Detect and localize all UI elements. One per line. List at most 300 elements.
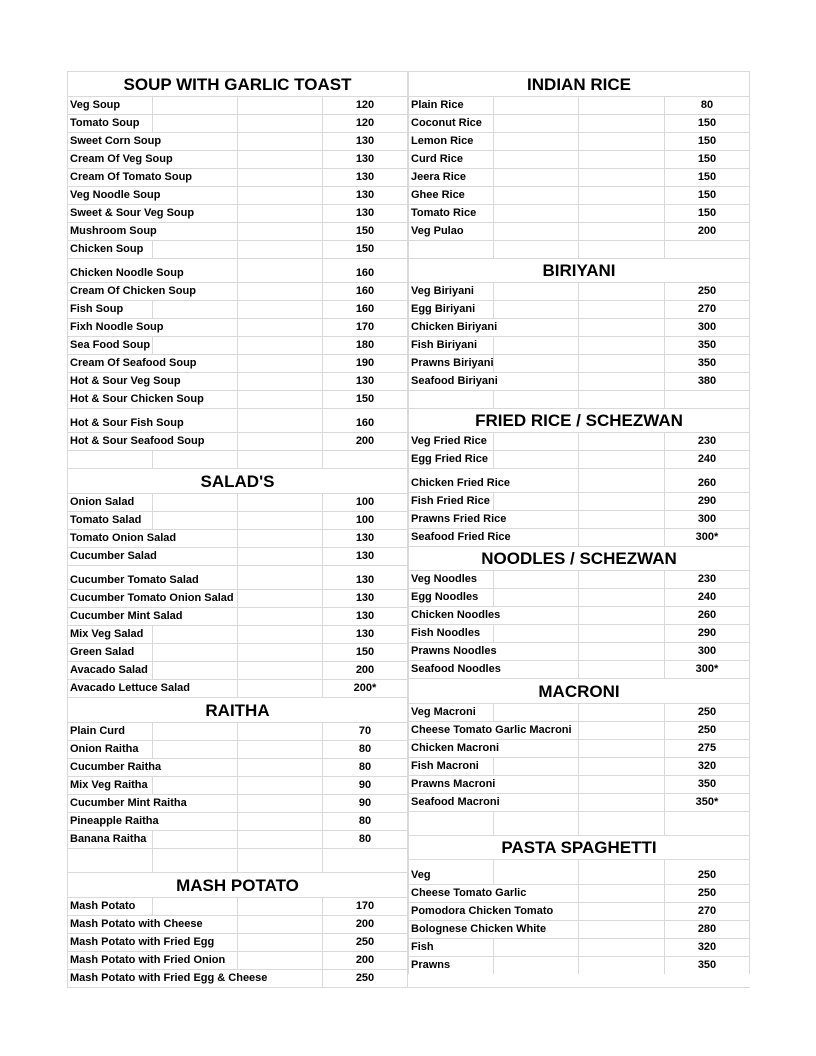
item-price: 80 — [700, 99, 714, 111]
empty-cell — [664, 241, 750, 258]
item-price-cell — [322, 337, 408, 354]
item-price: 170 — [355, 900, 375, 912]
empty-cell — [578, 97, 664, 114]
item-price: 100 — [355, 514, 375, 526]
empty-cell — [578, 776, 664, 793]
menu-item-row — [67, 547, 408, 565]
item-price: 300 — [697, 513, 717, 525]
item-price: 190 — [355, 357, 375, 369]
menu-item-row — [408, 938, 750, 956]
empty-cell — [237, 626, 322, 643]
empty-cell — [237, 151, 322, 168]
section-title: RAITHA — [205, 701, 270, 720]
item-price-cell — [664, 133, 750, 150]
empty-cell — [493, 337, 578, 354]
item-price: 150 — [355, 225, 375, 237]
item-price-cell — [322, 530, 408, 547]
item-name-cell — [67, 494, 152, 511]
item-name-cell — [408, 493, 493, 510]
item-price: 260 — [697, 477, 717, 489]
item-price-cell — [664, 607, 750, 624]
section-header-row — [408, 258, 750, 282]
item-name: Coconut Rice — [411, 117, 482, 129]
item-name: Chicken Soup — [70, 243, 144, 255]
section-header-row — [408, 71, 750, 96]
empty-cell — [237, 662, 322, 679]
menu-item-row — [67, 372, 408, 390]
item-name: Veg Soup — [70, 99, 121, 111]
menu-item-row — [408, 606, 750, 624]
menu-item-row — [67, 607, 408, 625]
item-price: 240 — [697, 453, 717, 465]
empty-cell — [578, 319, 664, 336]
menu-item-row — [67, 96, 408, 114]
item-price: 300 — [697, 645, 717, 657]
empty-cell — [152, 723, 237, 740]
item-name: Veg Biriyani — [411, 285, 474, 297]
empty-cell — [493, 319, 578, 336]
item-name: Cucumber Mint Raitha — [70, 797, 187, 809]
menu-item-row — [408, 588, 750, 606]
item-name-cell — [408, 529, 511, 546]
menu-item-row — [408, 432, 750, 450]
empty-cell — [152, 898, 237, 915]
empty-cell — [578, 885, 664, 902]
section-title: BIRIYANI — [542, 261, 616, 280]
empty-cell — [493, 740, 578, 757]
empty-cell — [237, 608, 322, 625]
item-price: 130 — [355, 153, 375, 165]
section-title-cell — [67, 72, 408, 96]
empty-cell — [237, 741, 322, 758]
empty-cell — [578, 589, 664, 606]
item-name: Prawns Macroni — [411, 778, 496, 790]
empty-cell — [578, 758, 664, 775]
item-price-cell — [322, 301, 408, 318]
item-price-cell — [664, 115, 750, 132]
item-price-cell — [322, 133, 408, 150]
empty-cell — [578, 133, 664, 150]
item-name: Veg — [411, 869, 431, 881]
item-price-cell — [322, 970, 408, 987]
item-price-cell — [664, 722, 750, 739]
item-name-cell — [408, 451, 493, 468]
empty-cell — [237, 223, 322, 240]
item-price-cell — [322, 590, 408, 607]
item-price-cell — [322, 223, 408, 240]
menu-item-row — [67, 661, 408, 679]
empty-cell — [152, 644, 237, 661]
item-name-cell — [67, 548, 157, 565]
item-name: Cheese Tomato Garlic Macroni — [411, 724, 572, 736]
item-price: 150 — [697, 117, 717, 129]
item-name-cell — [408, 283, 493, 300]
item-name-cell — [67, 831, 152, 848]
item-name-cell — [67, 187, 161, 204]
menu-item-row — [408, 282, 750, 300]
empty-cell — [493, 133, 578, 150]
item-price: 250 — [697, 706, 717, 718]
empty-cell — [237, 566, 322, 589]
item-price: 100 — [355, 496, 375, 508]
item-name: Fixh Noodle Soup — [70, 321, 164, 333]
item-name: Pineapple Raitha — [70, 815, 159, 827]
empty-cell — [152, 223, 237, 240]
menu-item-row — [67, 794, 408, 812]
empty-cell — [237, 934, 322, 951]
empty-cell — [493, 812, 578, 835]
item-name: Fish Noodles — [411, 627, 481, 639]
menu-item-row — [67, 168, 408, 186]
item-price-cell — [664, 97, 750, 114]
item-name: Onion Raitha — [70, 743, 139, 755]
menu-item-row — [408, 884, 750, 902]
item-price-cell — [322, 97, 408, 114]
item-price-cell — [322, 169, 408, 186]
item-price: 300 — [697, 321, 717, 333]
empty-cell — [408, 812, 493, 835]
item-price: 350 — [697, 959, 717, 971]
item-price: 250 — [697, 724, 717, 736]
item-price-cell — [322, 813, 408, 830]
empty-cell — [578, 722, 664, 739]
item-name: Cucumber Mint Salad — [70, 610, 183, 622]
menu-item-row — [408, 336, 750, 354]
item-price: 350 — [697, 778, 717, 790]
menu-item-row — [408, 204, 750, 222]
menu-item-row — [67, 643, 408, 661]
item-name-cell — [408, 625, 493, 642]
menu-item-row — [67, 150, 408, 168]
item-name-cell — [67, 97, 152, 114]
item-price: 160 — [355, 267, 375, 279]
empty-cell — [152, 759, 237, 776]
item-name: Egg Biriyani — [411, 303, 476, 315]
item-price: 130 — [355, 610, 375, 622]
item-price: 130 — [355, 574, 375, 586]
empty-cell — [237, 433, 322, 450]
menu-item-row — [67, 390, 408, 408]
item-price-cell — [664, 625, 750, 642]
item-name: Cucumber Salad — [70, 550, 157, 562]
item-name: Mash Potato with Fried Onion — [70, 954, 226, 966]
menu-item-row — [408, 450, 750, 468]
empty-cell — [493, 115, 578, 132]
item-price-cell — [322, 409, 408, 432]
item-name: Hot & Sour Fish Soup — [70, 417, 184, 429]
item-name-cell — [67, 259, 184, 282]
item-name-cell — [408, 301, 493, 318]
section-header-row — [408, 546, 750, 570]
item-name: Veg Noodle Soup — [70, 189, 161, 201]
empty-cell — [493, 283, 578, 300]
menu-item-row — [67, 897, 408, 915]
item-name-cell — [67, 590, 234, 607]
item-price: 130 — [355, 592, 375, 604]
item-name: Prawns Biriyani — [411, 357, 494, 369]
item-price: 260 — [697, 609, 717, 621]
item-price-cell — [322, 934, 408, 951]
item-price-cell — [664, 223, 750, 240]
item-price: 160 — [355, 417, 375, 429]
item-price: 80 — [358, 761, 372, 773]
empty-cell — [493, 373, 578, 390]
item-price: 150 — [697, 153, 717, 165]
item-price-cell — [322, 777, 408, 794]
empty-cell — [493, 169, 578, 186]
section-header-row — [67, 697, 408, 722]
item-name: Tomato Soup — [70, 117, 140, 129]
item-price-cell — [664, 794, 750, 811]
empty-cell — [578, 169, 664, 186]
menu-item-row — [67, 114, 408, 132]
item-name-cell — [67, 409, 184, 432]
empty-cell — [152, 777, 237, 794]
empty-cell — [493, 451, 578, 468]
empty-cell — [237, 723, 322, 740]
item-name: Hot & Sour Chicken Soup — [70, 393, 204, 405]
item-price: 150 — [697, 171, 717, 183]
section-title-cell — [408, 72, 750, 96]
empty-cell — [578, 151, 664, 168]
item-name-cell — [408, 151, 493, 168]
menu-item-row — [67, 300, 408, 318]
item-price: 230 — [697, 435, 717, 447]
item-name: Prawns — [411, 959, 451, 971]
empty-cell — [493, 187, 578, 204]
item-name: Prawns Noodles — [411, 645, 497, 657]
empty-cell — [237, 813, 322, 830]
item-name: Chicken Macroni — [411, 742, 500, 754]
menu-item-row — [67, 204, 408, 222]
section-title: MASH POTATO — [176, 876, 299, 895]
item-price: 130 — [355, 628, 375, 640]
empty-cell — [152, 187, 237, 204]
menu-item-row — [408, 300, 750, 318]
empty-cell — [237, 777, 322, 794]
menu-item-row — [67, 511, 408, 529]
item-name: Mix Veg Salad — [70, 628, 144, 640]
empty-cell — [493, 205, 578, 222]
item-name: Cheese Tomato Garlic — [411, 887, 527, 899]
item-name: Fish Biriyani — [411, 339, 478, 351]
item-price-cell — [322, 187, 408, 204]
menu-item-row — [67, 776, 408, 794]
item-name-cell — [408, 921, 547, 938]
menu-item-row — [67, 758, 408, 776]
menu-item-row — [67, 432, 408, 450]
item-price: 120 — [355, 99, 375, 111]
empty-cell — [493, 355, 578, 372]
item-price-cell — [664, 151, 750, 168]
item-name-cell — [67, 133, 162, 150]
empty-cell — [578, 283, 664, 300]
empty-cell — [152, 548, 237, 565]
item-name-cell — [67, 373, 181, 390]
empty-cell — [152, 337, 237, 354]
menu-item-row — [67, 132, 408, 150]
item-name: Fish Macroni — [411, 760, 479, 772]
item-price: 350* — [695, 796, 719, 808]
item-price-cell — [664, 451, 750, 468]
item-price: 200 — [355, 435, 375, 447]
menu-item-row — [67, 679, 408, 697]
empty-cell — [152, 813, 237, 830]
empty-cell — [152, 512, 237, 529]
item-price: 150 — [355, 243, 375, 255]
empty-cell — [152, 451, 237, 468]
item-price: 130 — [355, 207, 375, 219]
item-price-cell — [322, 373, 408, 390]
item-price: 300* — [695, 663, 719, 675]
item-name-cell — [408, 885, 527, 902]
item-price: 150 — [355, 646, 375, 658]
empty-row — [67, 848, 408, 872]
item-price: 350 — [697, 339, 717, 351]
menu-item-row — [408, 721, 750, 739]
item-price-cell — [664, 319, 750, 336]
menu-item-row — [408, 132, 750, 150]
empty-cell — [237, 337, 322, 354]
menu-item-row — [408, 956, 750, 974]
item-price: 270 — [697, 303, 717, 315]
menu-item-row — [408, 354, 750, 372]
item-name: Cream Of Seafood Soup — [70, 357, 197, 369]
empty-cell — [578, 451, 664, 468]
empty-cell — [152, 741, 237, 758]
item-name: Chicken Noodle Soup — [70, 267, 184, 279]
item-price: 170 — [355, 321, 375, 333]
empty-cell — [493, 241, 578, 258]
empty-cell — [237, 512, 322, 529]
section-title-cell — [408, 547, 750, 570]
item-name-cell — [408, 319, 498, 336]
item-name-cell — [408, 133, 493, 150]
item-name: Bolognese Chicken White — [411, 923, 547, 935]
empty-cell — [578, 301, 664, 318]
item-name: Banana Raitha — [70, 833, 147, 845]
empty-cell — [152, 831, 237, 848]
empty-cell — [493, 301, 578, 318]
item-price: 90 — [358, 797, 372, 809]
menu-item-row — [67, 625, 408, 643]
empty-cell — [152, 133, 237, 150]
item-price: 90 — [358, 779, 372, 791]
item-name-cell — [67, 283, 196, 300]
item-price-cell — [322, 723, 408, 740]
section-header-row — [408, 835, 750, 859]
item-name: Onion Salad — [70, 496, 135, 508]
item-price-cell — [664, 469, 750, 492]
menu-item-row — [67, 408, 408, 432]
item-name: Sweet Corn Soup — [70, 135, 162, 147]
empty-cell — [152, 494, 237, 511]
item-name-cell — [67, 916, 203, 933]
item-price-cell — [664, 589, 750, 606]
empty-cell — [237, 530, 322, 547]
item-price-cell — [322, 391, 408, 408]
item-price: 250 — [355, 972, 375, 984]
section-title: FRIED RICE / SCHEZWAN — [475, 411, 683, 430]
item-name: Fish Fried Rice — [411, 495, 490, 507]
item-price: 290 — [697, 495, 717, 507]
item-price-cell — [322, 512, 408, 529]
empty-cell — [493, 571, 578, 588]
item-name-cell — [408, 758, 493, 775]
empty-cell — [578, 939, 664, 956]
menu-item-row — [67, 951, 408, 969]
item-price: 280 — [697, 923, 717, 935]
item-name: Egg Fried Rice — [411, 453, 489, 465]
item-price-cell — [322, 644, 408, 661]
item-price: 320 — [697, 941, 717, 953]
item-price: 200 — [697, 225, 717, 237]
item-name: Veg Fried Rice — [411, 435, 487, 447]
item-price-cell — [322, 952, 408, 969]
item-name-cell — [67, 301, 152, 318]
item-name-cell — [408, 433, 493, 450]
item-price-cell — [664, 373, 750, 390]
menu-item-row — [408, 739, 750, 757]
empty-cell — [237, 241, 322, 258]
item-name: Seafood Noodles — [411, 663, 501, 675]
menu-item-row — [67, 933, 408, 951]
item-price: 250 — [697, 285, 717, 297]
item-name-cell — [67, 795, 187, 812]
item-price-cell — [664, 571, 750, 588]
item-price-cell — [322, 566, 408, 589]
item-price-cell — [322, 759, 408, 776]
menu-item-row — [67, 222, 408, 240]
menu-item-row — [408, 703, 750, 721]
section-title-cell — [408, 409, 750, 432]
menu-item-row — [408, 642, 750, 660]
item-name-cell — [67, 644, 152, 661]
item-name: Mushroom Soup — [70, 225, 157, 237]
empty-cell — [237, 301, 322, 318]
item-name-cell — [67, 952, 226, 969]
item-name-cell — [67, 433, 205, 450]
section-title-cell — [408, 679, 750, 703]
item-price-cell — [322, 626, 408, 643]
empty-cell — [237, 795, 322, 812]
item-price-cell — [322, 608, 408, 625]
item-price: 160 — [355, 285, 375, 297]
menu-item-row — [408, 624, 750, 642]
empty-cell — [578, 493, 664, 510]
item-price: 250 — [355, 936, 375, 948]
empty-cell — [493, 625, 578, 642]
section-header-row — [408, 678, 750, 703]
menu-item-row — [408, 150, 750, 168]
item-name-cell — [408, 661, 501, 678]
item-price: 275 — [697, 742, 717, 754]
empty-cell — [664, 391, 750, 408]
menu-item-row — [408, 570, 750, 588]
item-name: Mix Veg Raitha — [70, 779, 148, 791]
empty-cell — [152, 662, 237, 679]
empty-cell — [237, 759, 322, 776]
item-name: Veg Noodles — [411, 573, 478, 585]
table-bottom-border — [67, 987, 750, 988]
menu-item-row — [67, 722, 408, 740]
item-price-cell — [322, 151, 408, 168]
empty-cell — [237, 373, 322, 390]
item-price: 380 — [697, 375, 717, 387]
item-name-cell — [408, 187, 493, 204]
empty-cell — [152, 115, 237, 132]
menu-item-row — [408, 468, 750, 492]
